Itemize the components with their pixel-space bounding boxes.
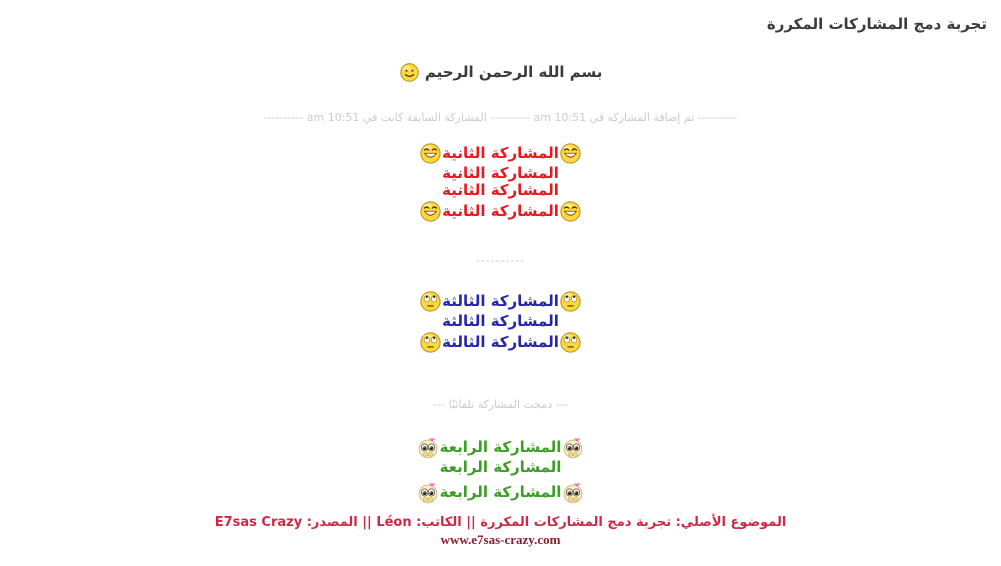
second-post-line xyxy=(0,199,1001,223)
shy-bow-smiley-icon xyxy=(562,482,584,504)
second-post-group xyxy=(0,141,1001,223)
fourth-post-text: المشاركة الرابعة xyxy=(439,483,562,501)
third-post-line xyxy=(0,330,1001,354)
third-post-text: المشاركة الثالثة xyxy=(442,312,559,330)
fourth-post-group xyxy=(0,435,1001,504)
fourth-post-text: المشاركة الرابعة xyxy=(439,438,562,456)
thread-title: تجربة دمج المشاركات المكررة xyxy=(766,15,987,33)
merge-timestamp-line: ---------- تم إضافة المشاركة في 10:51 am ---------- المشاركة السابقة كانت في 10:51 am ---------- xyxy=(263,111,738,124)
second-post-text: المشاركة الثانية xyxy=(442,181,559,199)
dashes-separator: ---------- xyxy=(475,254,526,267)
third-post-line xyxy=(0,313,1001,330)
second-post-text: المشاركة الثانية xyxy=(442,164,559,182)
laugh-smiley-icon xyxy=(560,201,581,222)
third-post-line xyxy=(0,289,1001,313)
shy-bow-smiley-icon xyxy=(417,482,439,504)
shy-bow-smiley-icon xyxy=(417,437,439,459)
rolleyes-smiley-icon xyxy=(420,291,441,312)
second-post-line xyxy=(0,182,1001,199)
second-post-text: المشاركة الثانية xyxy=(442,144,559,162)
laugh-smiley-icon xyxy=(420,143,441,164)
fourth-post-line xyxy=(0,480,1001,504)
classic-smile-icon xyxy=(400,63,419,82)
rolleyes-smiley-icon xyxy=(560,332,581,353)
rolleyes-smiley-icon xyxy=(560,291,581,312)
laugh-smiley-icon xyxy=(420,201,441,222)
third-post-text: المشاركة الثالثة xyxy=(442,333,559,351)
rolleyes-smiley-icon xyxy=(420,332,441,353)
shy-bow-smiley-icon xyxy=(562,437,584,459)
bismillah-text: بسم الله الرحمن الرحيم xyxy=(424,63,603,81)
source-credit-line: الموضوع الأصلي: تجربة دمج المشاركات المكررة || الكاتب: Léon || المصدر: E7sas Crazy xyxy=(214,515,787,530)
auto-merge-note: --- دمجت المشاركة تلقائيًا --- xyxy=(433,398,568,411)
second-post-line xyxy=(0,141,1001,165)
fourth-post-line xyxy=(0,459,1001,476)
fourth-post-text: المشاركة الرابعة xyxy=(439,458,562,476)
laugh-smiley-icon xyxy=(560,143,581,164)
source-site-link[interactable]: www.e7sas-crazy.com xyxy=(440,532,561,547)
fourth-post-line xyxy=(0,435,1001,459)
bismillah-line xyxy=(0,60,1001,84)
second-post-text: المشاركة الثانية xyxy=(442,202,559,220)
third-post-group xyxy=(0,289,1001,354)
second-post-line xyxy=(0,165,1001,182)
third-post-text: المشاركة الثالثة xyxy=(442,292,559,310)
